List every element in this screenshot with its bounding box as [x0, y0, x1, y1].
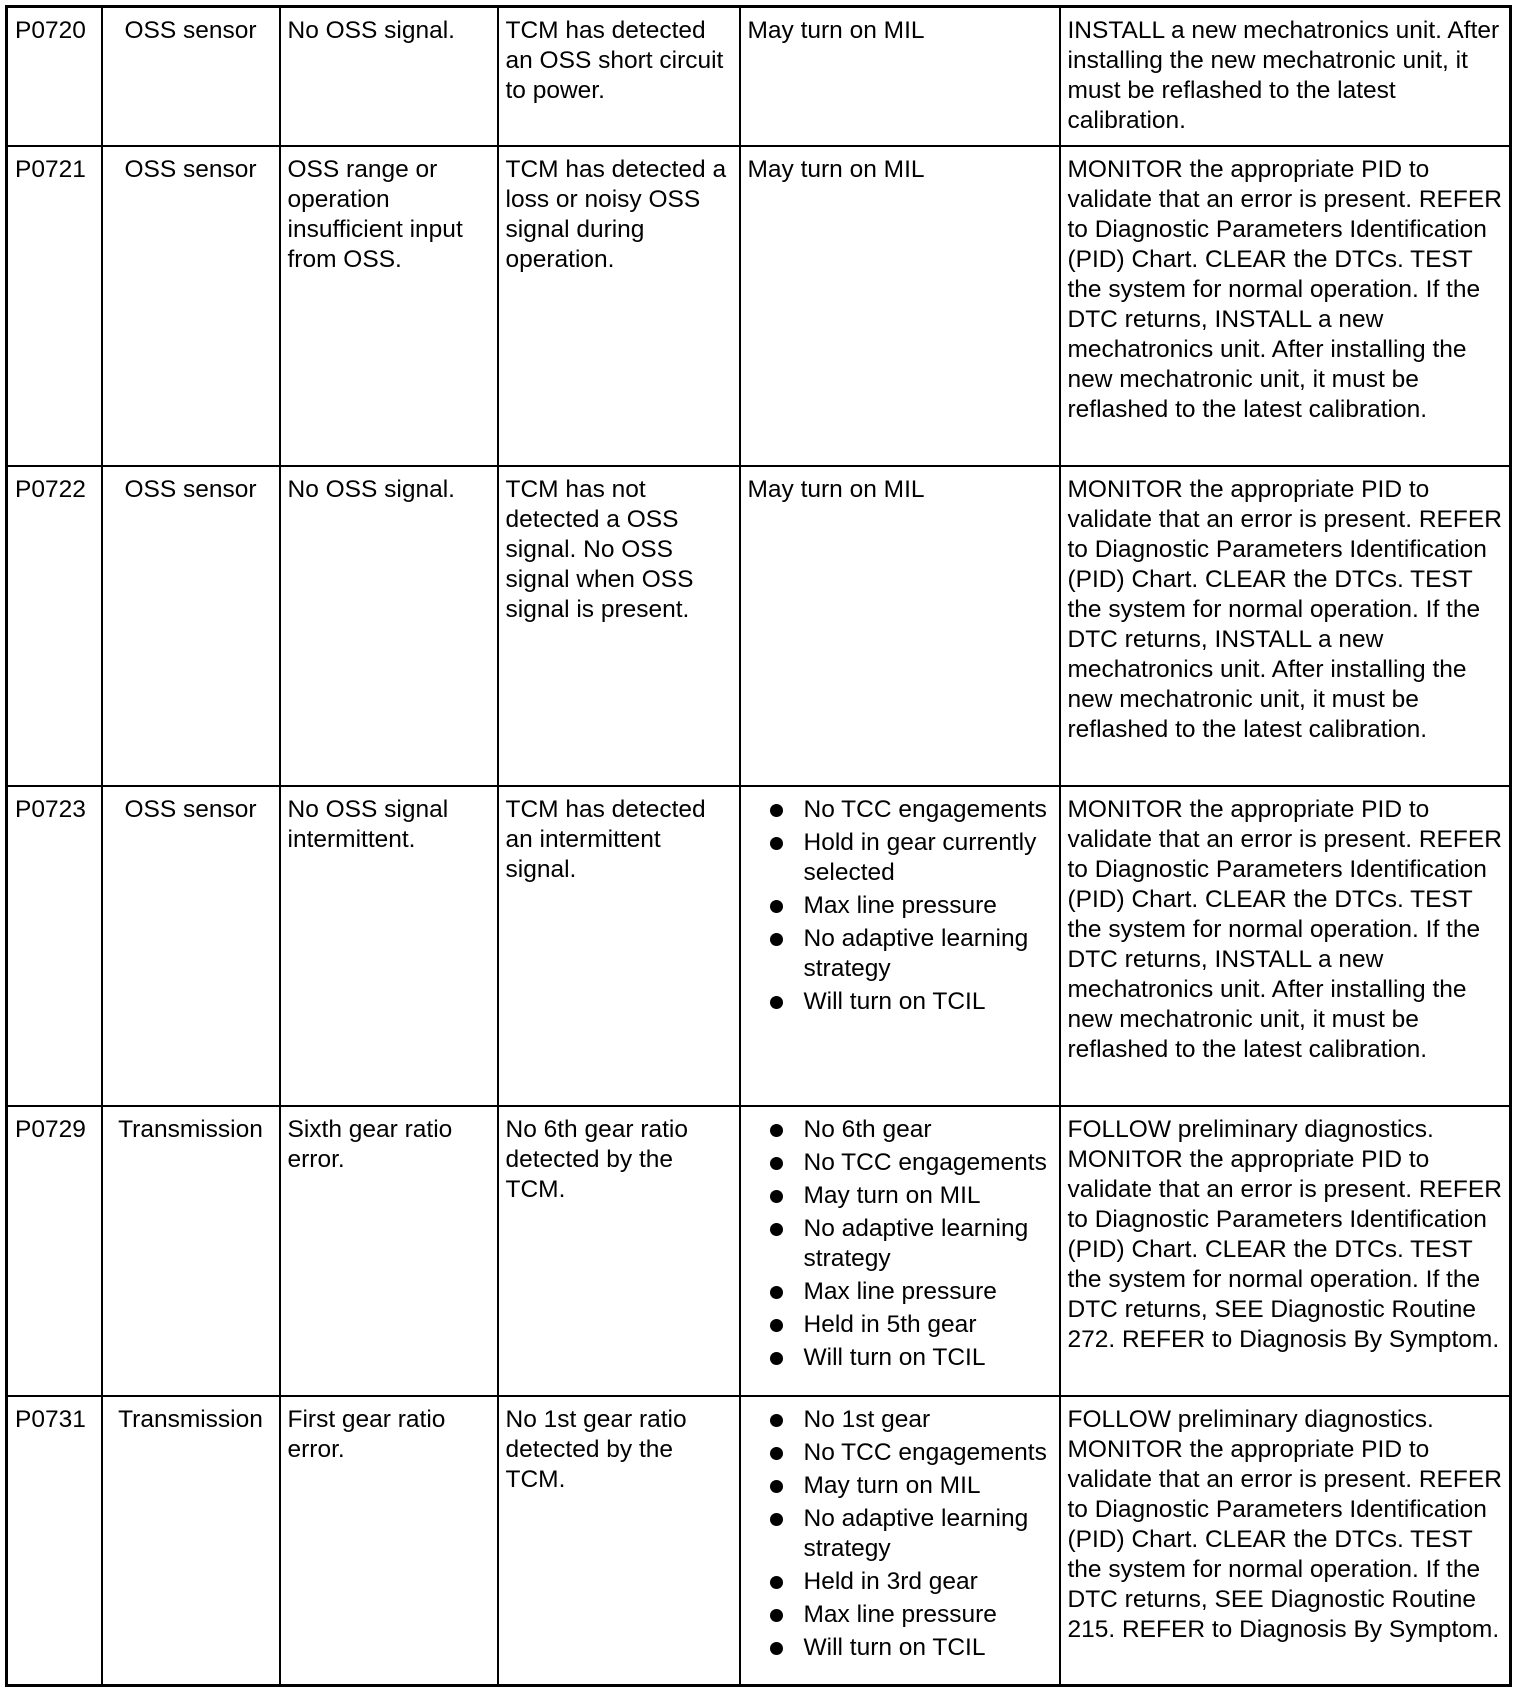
description-cell: No OSS signal intermittent.	[280, 786, 498, 1106]
component-cell: Transmission	[102, 1396, 280, 1686]
bullet-icon	[770, 1642, 783, 1655]
action-cell: FOLLOW preliminary diagnostics. MONITOR the appropriate PID to validate that an error is present. REFER to Diagnostic Parameters Identification (PID) Chart. CLEAR the DTCs. TEST the system for normal operation. If the DTC returns, SEE Diagnostic Routine 272. REFER to Diagnosis By Symptom.	[1060, 1106, 1511, 1396]
symptom-list	[748, 1405, 1052, 1663]
dtc-code-cell: P0723	[7, 786, 102, 1106]
symptom-item-text: No TCC engagements	[803, 795, 1047, 823]
symptom-item	[804, 795, 1052, 825]
symptom-item	[804, 1214, 1052, 1274]
action-cell: INSTALL a new mechatronics unit. After installing the new mechatronic unit, it must be reflashed to the latest calibration.	[1060, 7, 1511, 146]
symptom-item-text: No TCC engagements	[803, 1438, 1047, 1466]
symptom-item-text: Hold in gear currently selected	[803, 828, 1037, 886]
symptom-cell: May turn on MIL	[740, 466, 1060, 786]
symptom-item	[804, 1343, 1052, 1373]
bullet-icon	[770, 1124, 783, 1137]
component-cell: OSS sensor	[102, 7, 280, 146]
symptom-item	[804, 1115, 1052, 1145]
condition-cell: TCM has detected a loss or noisy OSS signal during operation.	[498, 146, 740, 466]
bullet-icon	[770, 1513, 783, 1526]
symptom-item-text: No adaptive learning strategy	[803, 1214, 1029, 1272]
symptom-item	[804, 1633, 1052, 1663]
bullet-icon	[770, 837, 783, 850]
bullet-icon	[770, 1157, 783, 1170]
bullet-icon	[770, 1223, 783, 1236]
bullet-icon	[770, 1190, 783, 1203]
symptom-item-text: No adaptive learning strategy	[803, 924, 1029, 982]
component-cell: OSS sensor	[102, 146, 280, 466]
component-cell: OSS sensor	[102, 786, 280, 1106]
dtc-code-cell: P0722	[7, 466, 102, 786]
symptom-cell: May turn on MIL	[740, 7, 1060, 146]
description-cell: First gear ratio error.	[280, 1396, 498, 1686]
symptom-item-text: Held in 5th gear	[803, 1310, 977, 1338]
symptom-item	[804, 1405, 1052, 1435]
dtc-code-cell: P0731	[7, 1396, 102, 1686]
bullet-icon	[770, 900, 783, 913]
symptom-item-text: Max line pressure	[803, 1277, 997, 1305]
symptom-item-text: No 6th gear	[803, 1115, 932, 1143]
dtc-table-page	[5, 5, 1509, 1687]
component-cell: OSS sensor	[102, 466, 280, 786]
symptom-item-text: No TCC engagements	[803, 1148, 1047, 1176]
dtc-code-cell: P0721	[7, 146, 102, 466]
symptom-item	[804, 924, 1052, 984]
symptom-item-text: Will turn on TCIL	[803, 1633, 986, 1661]
symptom-item	[804, 891, 1052, 921]
table-row	[7, 146, 1511, 466]
symptom-item-text: Max line pressure	[803, 891, 997, 919]
dtc-table	[5, 5, 1512, 1687]
symptom-item-text: May turn on MIL	[803, 1471, 981, 1499]
symptom-cell	[740, 1396, 1060, 1686]
bullet-icon	[770, 1286, 783, 1299]
symptom-item-text: Held in 3rd gear	[803, 1567, 978, 1595]
description-cell: Sixth gear ratio error.	[280, 1106, 498, 1396]
symptom-item	[804, 1148, 1052, 1178]
bullet-icon	[770, 1319, 783, 1332]
condition-cell: No 1st gear ratio detected by the TCM.	[498, 1396, 740, 1686]
description-cell: No OSS signal.	[280, 7, 498, 146]
symptom-list	[748, 1115, 1052, 1373]
symptom-item	[804, 1567, 1052, 1597]
table-row	[7, 466, 1511, 786]
description-cell: No OSS signal.	[280, 466, 498, 786]
symptom-cell	[740, 1106, 1060, 1396]
bullet-icon	[770, 933, 783, 946]
bullet-icon	[770, 804, 783, 817]
symptom-cell	[740, 786, 1060, 1106]
table-row	[7, 786, 1511, 1106]
symptom-item	[804, 1438, 1052, 1468]
symptom-item-text: May turn on MIL	[803, 1181, 981, 1209]
symptom-item	[804, 987, 1052, 1017]
symptom-item	[804, 828, 1052, 888]
bullet-icon	[770, 1480, 783, 1493]
condition-cell: TCM has detected an OSS short circuit to power.	[498, 7, 740, 146]
bullet-icon	[770, 1447, 783, 1460]
symptom-item-text: Will turn on TCIL	[803, 987, 986, 1015]
action-cell: MONITOR the appropriate PID to validate that an error is present. REFER to Diagnostic Parameters Identification (PID) Chart. CLEAR the DTCs. TEST the system for normal operation. If the DTC returns, INSTALL a new mechatronics unit. After installing the new mechatronic unit, it must be reflashed to the latest calibration.	[1060, 786, 1511, 1106]
action-cell: MONITOR the appropriate PID to validate that an error is present. REFER to Diagnostic Parameters Identification (PID) Chart. CLEAR the DTCs. TEST the system for normal operation. If the DTC returns, INSTALL a new mechatronics unit. After installing the new mechatronic unit, it must be reflashed to the latest calibration.	[1060, 466, 1511, 786]
symptom-item-text: No adaptive learning strategy	[803, 1504, 1029, 1562]
dtc-table-body	[7, 7, 1511, 1686]
bullet-icon	[770, 1352, 783, 1365]
table-row	[7, 1396, 1511, 1686]
action-cell: FOLLOW preliminary diagnostics. MONITOR the appropriate PID to validate that an error is present. REFER to Diagnostic Parameters Identification (PID) Chart. CLEAR the DTCs. TEST the system for normal operation. If the DTC returns, SEE Diagnostic Routine 215. REFER to Diagnosis By Symptom.	[1060, 1396, 1511, 1686]
condition-cell: TCM has detected an intermittent signal.	[498, 786, 740, 1106]
symptom-item	[804, 1471, 1052, 1501]
symptom-item	[804, 1310, 1052, 1340]
dtc-code-cell: P0720	[7, 7, 102, 146]
symptom-item-text: Will turn on TCIL	[803, 1343, 986, 1371]
symptom-item	[804, 1600, 1052, 1630]
bullet-icon	[770, 996, 783, 1009]
bullet-icon	[770, 1609, 783, 1622]
action-cell: MONITOR the appropriate PID to validate that an error is present. REFER to Diagnostic Parameters Identification (PID) Chart. CLEAR the DTCs. TEST the system for normal operation. If the DTC returns, INSTALL a new mechatronics unit. After installing the new mechatronic unit, it must be reflashed to the latest calibration.	[1060, 146, 1511, 466]
dtc-code-cell: P0729	[7, 1106, 102, 1396]
symptom-item	[804, 1277, 1052, 1307]
bullet-icon	[770, 1414, 783, 1427]
table-row	[7, 1106, 1511, 1396]
description-cell: OSS range or operation insufficient input from OSS.	[280, 146, 498, 466]
symptom-item-text: Max line pressure	[803, 1600, 997, 1628]
condition-cell: No 6th gear ratio detected by the TCM.	[498, 1106, 740, 1396]
symptom-item	[804, 1181, 1052, 1211]
symptom-item	[804, 1504, 1052, 1564]
component-cell: Transmission	[102, 1106, 280, 1396]
table-row	[7, 7, 1511, 146]
symptom-list	[748, 795, 1052, 1017]
symptom-cell: May turn on MIL	[740, 146, 1060, 466]
condition-cell: TCM has not detected a OSS signal. No OSS signal when OSS signal is present.	[498, 466, 740, 786]
symptom-item-text: No 1st gear	[803, 1405, 931, 1433]
bullet-icon	[770, 1576, 783, 1589]
